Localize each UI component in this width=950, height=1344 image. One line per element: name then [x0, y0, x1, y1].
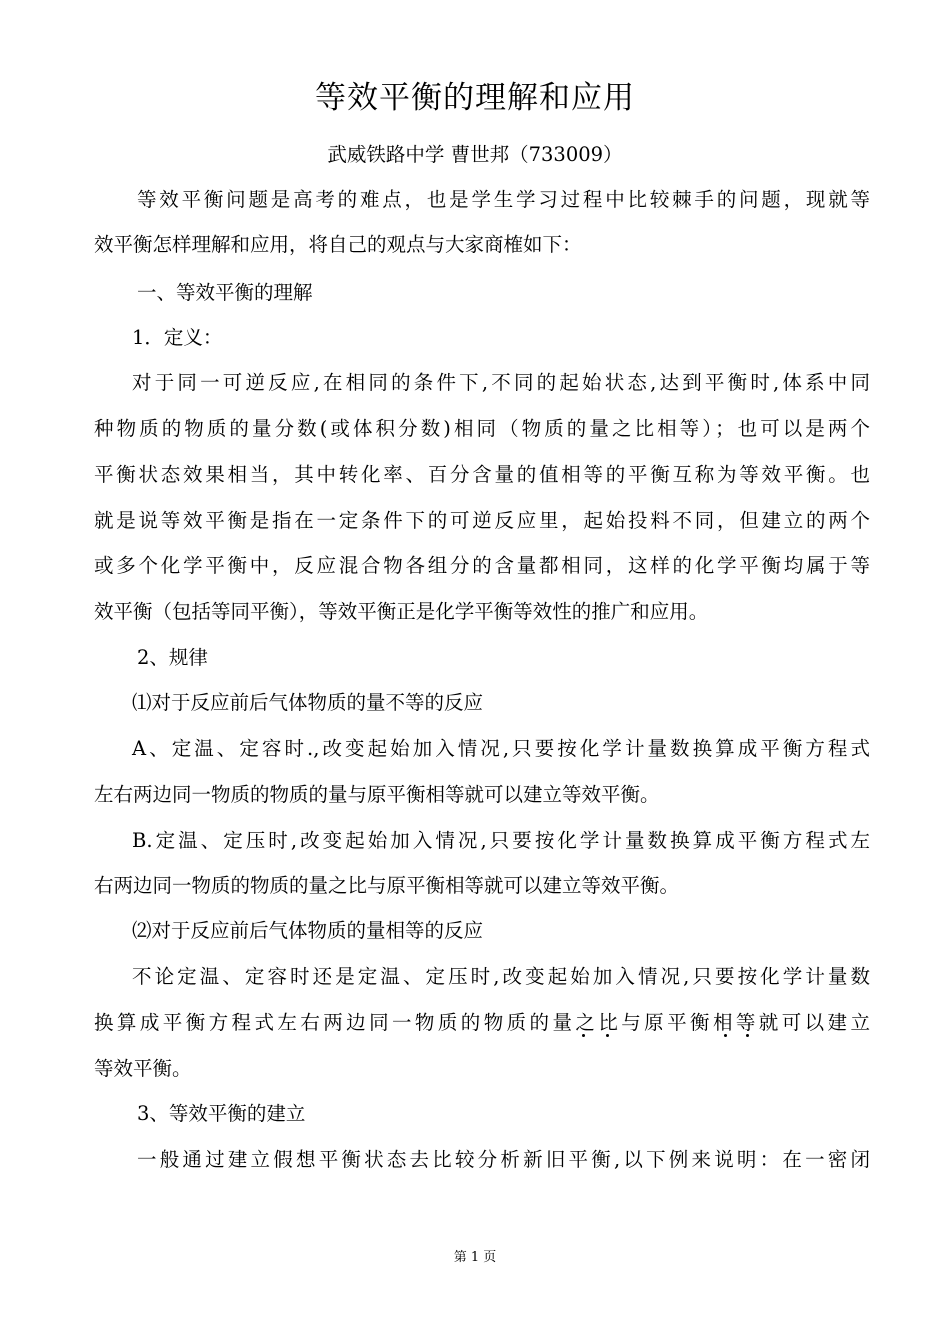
- paragraph-line: 对于同一可逆反应,在相同的条件下,不同的起始状态,达到平衡时,体系中同: [132, 371, 870, 394]
- paragraph-line: 种物质的物质的量分数(或体积分数)相同（物质的量之比相等）；也可以是两个: [94, 417, 870, 440]
- emphasis-dot: [724, 1034, 727, 1037]
- emphasis-dot: [582, 1034, 585, 1037]
- paragraph-line: 右两边同一物质的物质的量之比与原平衡相等就可以建立等效平衡。: [94, 874, 680, 897]
- paragraph-line: 效平衡怎样理解和应用，将自己的观点与大家商榷如下：: [94, 233, 582, 256]
- paragraph-line: 等效平衡问题是高考的难点，也是学生学习过程中比较棘手的问题，现就等: [137, 188, 870, 211]
- page-number: 第 1 页: [453, 1250, 497, 1265]
- paragraph-line: 一般通过建立假想平衡状态去比较分析新旧平衡,以下例来说明：在一密闭: [137, 1148, 870, 1171]
- emphasis-dot: [746, 1034, 749, 1037]
- author-line: 武威铁路中学 曹世邦（733009）: [327, 143, 623, 166]
- rule-heading: ⑴对于反应前后气体物质的量不等的反应: [132, 691, 484, 714]
- subsection-heading: 1．定义：: [132, 326, 223, 349]
- document-title: 等效平衡的理解和应用: [315, 80, 635, 116]
- paragraph-line: 就是说等效平衡是指在一定条件下的可逆反应里，起始投料不同，但建立的两个: [94, 509, 870, 532]
- emphasis-dot: [606, 1034, 609, 1037]
- paragraph-line: 左右两边同一物质的物质的量与原平衡相等就可以建立等效平衡。: [94, 783, 660, 806]
- paragraph-line: A、定温、定容时.,改变起始加入情况,只要按化学计量数换算成平衡方程式: [132, 737, 870, 760]
- paragraph-line: 换算成平衡方程式左右两边同一物质的物质的量之比与原平衡相等就可以建立: [94, 1011, 870, 1034]
- paragraph-line: 等效平衡。: [94, 1057, 192, 1080]
- subsection-heading: 3、等效平衡的建立: [137, 1102, 306, 1125]
- section-heading: 一、等效平衡的理解: [137, 281, 313, 304]
- subsection-heading: 2、规律: [137, 646, 208, 669]
- paragraph-line: 不论定温、定容时还是定温、定压时,改变起始加入情况,只要按化学计量数: [132, 965, 870, 988]
- paragraph-line: 平衡状态效果相当，其中转化率、百分含量的值相等的平衡互称为等效平衡。也: [94, 463, 870, 486]
- paragraph-line: 效平衡（包括等同平衡），等效平衡正是化学平衡等效性的推广和应用。: [94, 600, 709, 623]
- rule-heading: ⑵对于反应前后气体物质的量相等的反应: [132, 919, 484, 942]
- paragraph-line: B.定温、定压时,改变起始加入情况,只要按化学计量数换算成平衡方程式左: [132, 829, 870, 852]
- paragraph-line: 或多个化学平衡中，反应混合物各组分的含量都相同，这样的化学平衡均属于等: [94, 554, 870, 577]
